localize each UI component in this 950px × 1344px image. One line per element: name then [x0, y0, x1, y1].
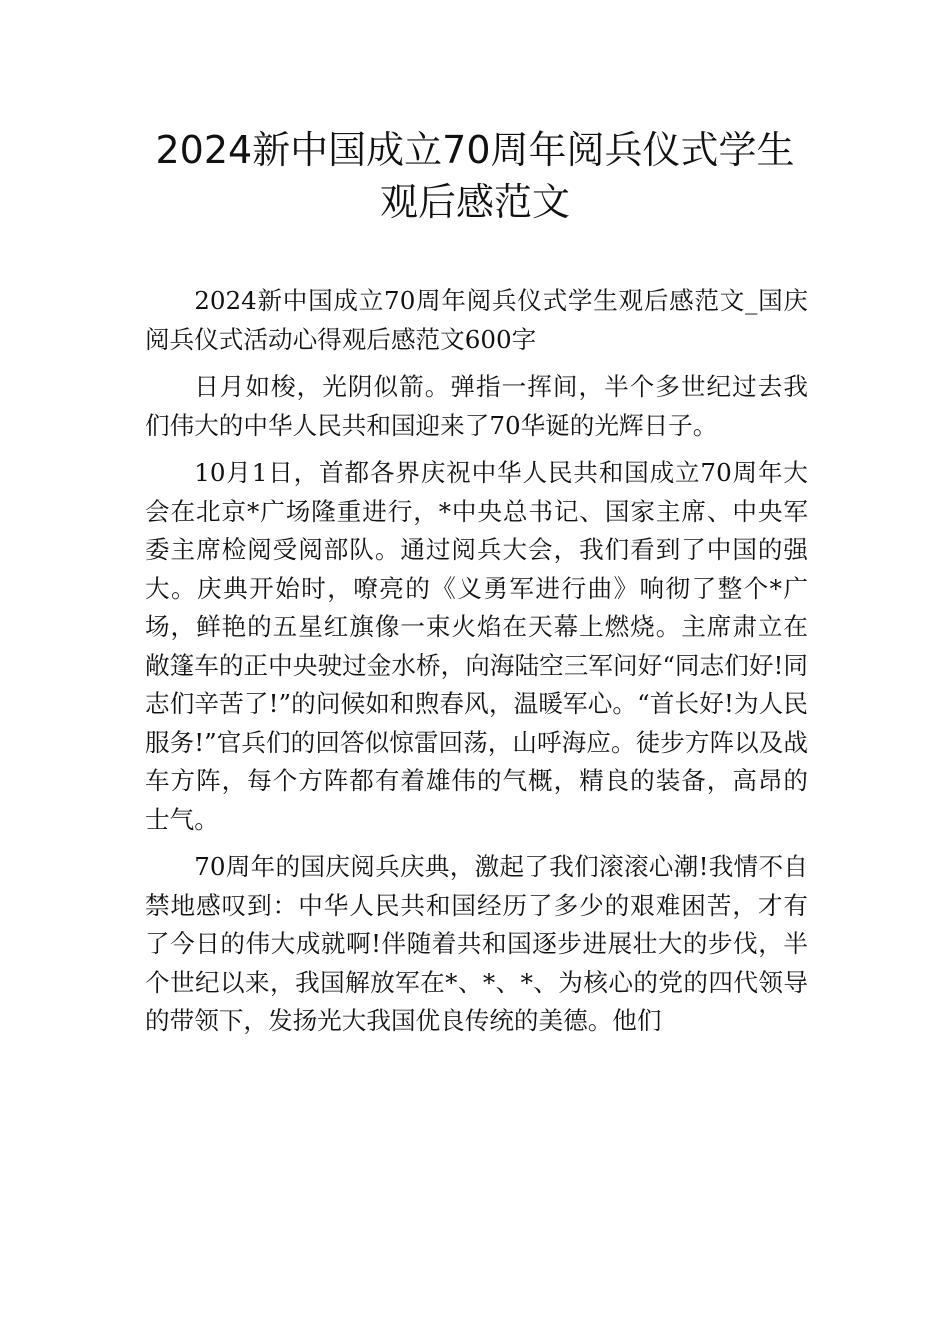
title-line-2: 观后感范文 — [379, 180, 570, 224]
title-line-1: 2024新中国成立70周年阅兵仪式学生 — [155, 128, 795, 172]
document-title — [130, 124, 820, 228]
paragraph-subtitle: 2024新中国成立70周年阅兵仪式学生观后感范文_国庆阅兵仪式活动心得观后感范文600字 — [145, 286, 808, 354]
paragraph-intro: 日月如梭，光阴似箭。弹指一挥间，半个多世纪过去我们伟大的中华人民共和国迎来了70华诞的光辉日子。 — [145, 372, 808, 440]
paragraph-reflection: 70周年的国庆阅兵庆典，激起了我们滚滚心潮!我情不自禁地感叹到：中华人民共和国经历了多少的艰难困苦，才有了今日的伟大成就啊!伴随着共和国逐步进展壮大的步伐，半个世纪以来，我国解放军在*、*、*、为核心的党的四代领导的带领下，发扬光大我国优良传统的美德。他们 — [145, 852, 808, 1035]
paragraph-parade: 10月1日，首都各界庆祝中华人民共和国成立70周年大会在北京*广场隆重进行，*中央总书记、国家主席、中央军委主席检阅受阅部队。通过阅兵大会，我们看到了中国的强大。庆典开始时，嘹亮的《义勇军进行曲》响彻了整个*广场，鲜艳的五星红旗像一束火焰在天幕上燃烧。主席肃立在敞篷车的正中央驶过金水桥，向海陆空三军问好“同志们好!同志们辛苦了!”的问候如和煦春风，温暖军心。“首长好!为人民服务!”官兵们的回答似惊雷回荡，山呼海应。徒步方阵以及战车方阵，每个方阵都有着雄伟的气概，精良的装备，高昂的士气。 — [145, 458, 808, 834]
document-body — [145, 282, 808, 1050]
